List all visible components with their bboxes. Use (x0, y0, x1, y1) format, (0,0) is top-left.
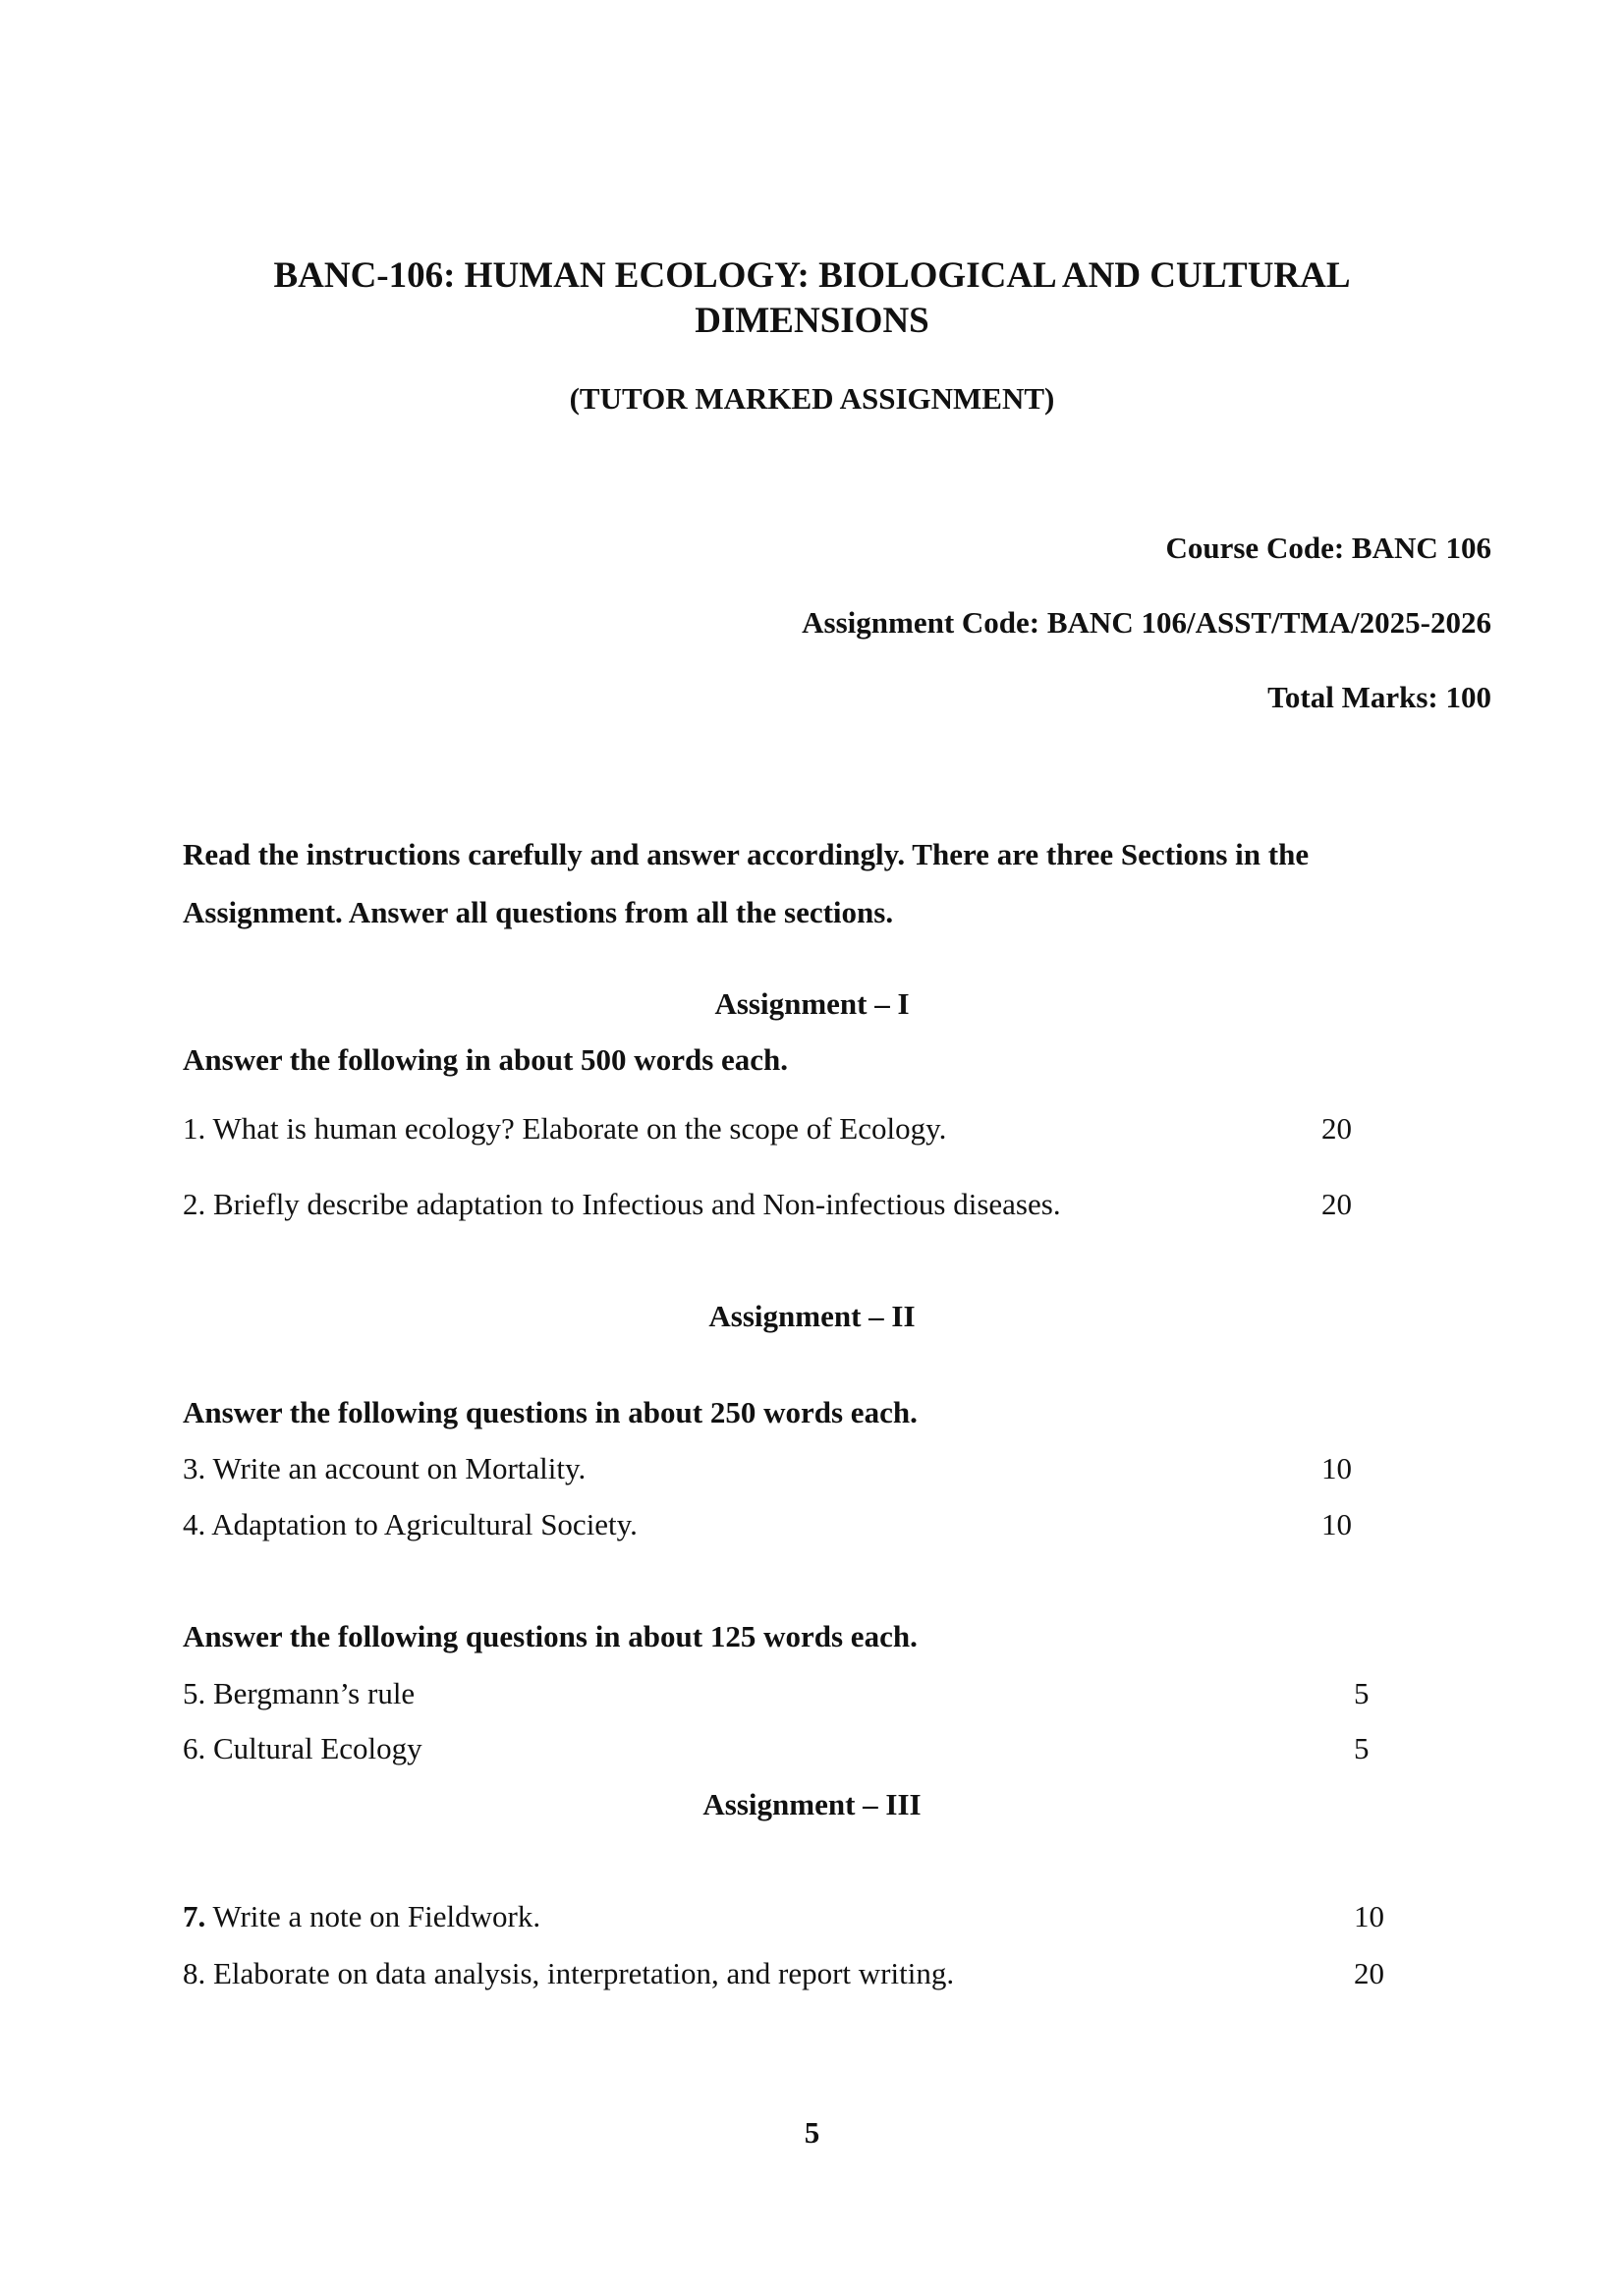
document-title-line-1: BANC-106: HUMAN ECOLOGY: BIOLOGICAL AND CULTURAL (273, 255, 1351, 296)
total-marks: Total Marks: 100 (1267, 680, 1491, 714)
question-marks: 5 (1354, 1676, 1370, 1710)
page-number: 5 (804, 2115, 820, 2150)
document-title (0, 253, 1624, 344)
question-marks: 10 (1321, 1451, 1352, 1485)
document-title-line-2: DIMENSIONS (695, 301, 929, 341)
question-text: 1. What is human ecology? Elaborate on the scope of Ecology. (183, 1111, 947, 1146)
question-marks: 10 (1321, 1507, 1352, 1541)
question-text: 5. Bergmann’s rule (183, 1676, 416, 1710)
question-text: 4. Adaptation to Agricultural Society. (183, 1507, 638, 1541)
question-text (183, 1899, 540, 1934)
instructions: Read the instructions carefully and answer accordingly. There are three Sections in the Assignment. Answer all questions from all the sections. (183, 837, 1310, 929)
course-code: Course Code: BANC 106 (1165, 531, 1491, 565)
question-marks: 20 (1321, 1187, 1352, 1221)
section-prompt: Answer the following in about 500 words each. (183, 1042, 789, 1077)
assignment-code: Assignment Code: BANC 106/ASST/TMA/2025-2026 (802, 605, 1491, 640)
question-marks: 20 (1321, 1111, 1352, 1146)
question-number: 7. (183, 1899, 206, 1933)
question-text: 3. Write an account on Mortality. (183, 1451, 587, 1485)
section-title-assignment-1: Assignment – I (714, 986, 910, 1021)
question-marks: 5 (1354, 1731, 1370, 1765)
question-marks: 20 (1354, 1956, 1384, 1990)
section-title-assignment-2: Assignment – II (708, 1299, 916, 1333)
question-text: 6. Cultural Ecology (183, 1731, 422, 1765)
section-prompt: Answer the following questions in about 250 words each. (183, 1395, 918, 1429)
question-body: Write a note on Fieldwork. (205, 1899, 541, 1933)
document-subtitle: (TUTOR MARKED ASSIGNMENT) (569, 381, 1055, 416)
question-marks: 10 (1354, 1899, 1384, 1933)
section-title-assignment-3: Assignment – III (702, 1787, 922, 1821)
section-prompt: Answer the following questions in about 125 words each. (183, 1619, 918, 1653)
question-text: 8. Elaborate on data analysis, interpretation, and report writing. (183, 1956, 955, 1990)
question-text: 2. Briefly describe adaptation to Infectious and Non-infectious diseases. (183, 1187, 1061, 1221)
